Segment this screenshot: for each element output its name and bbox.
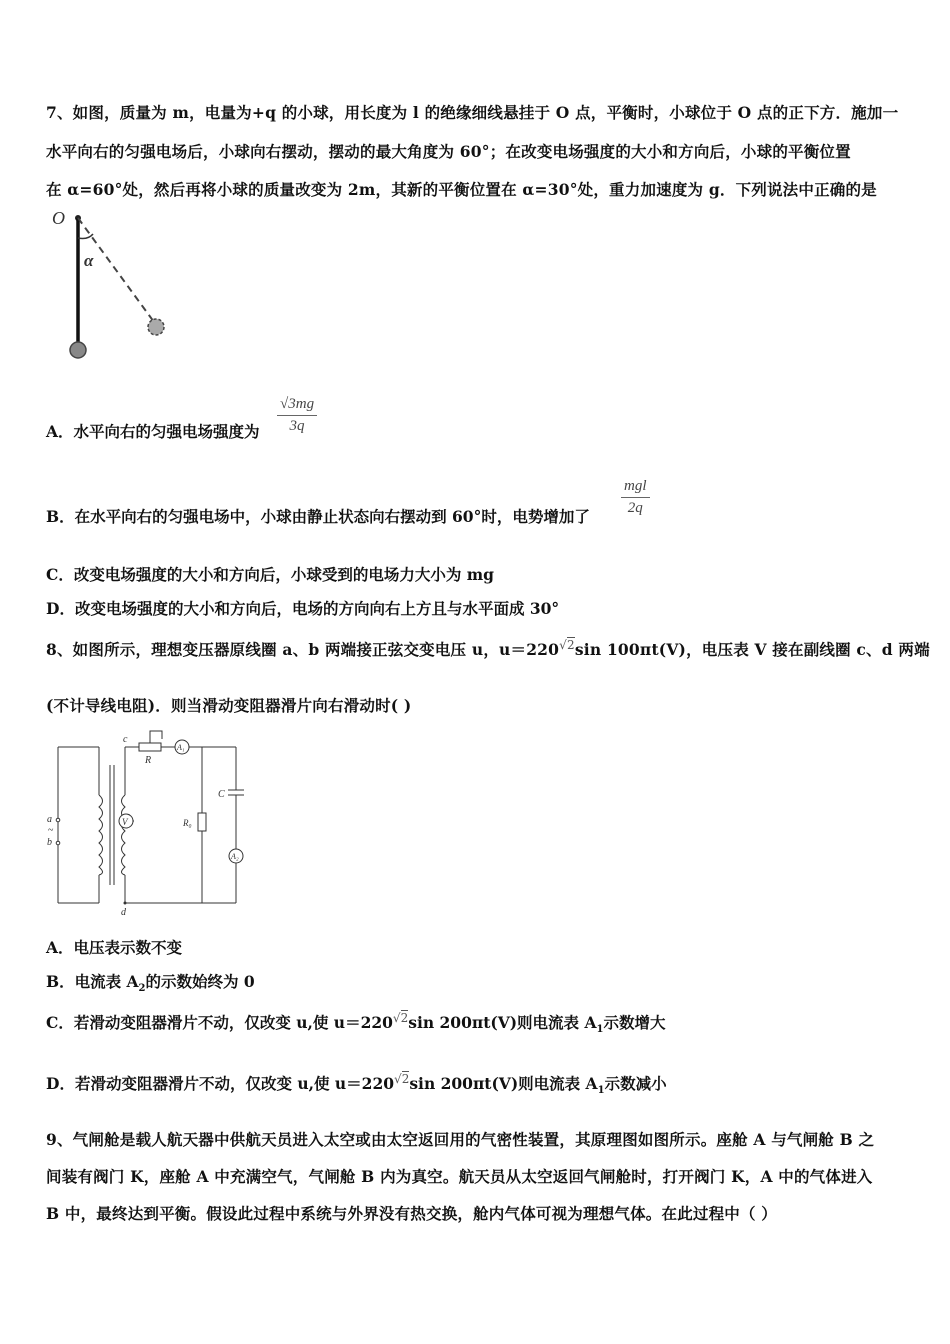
q9-stem-line-3: B 中，最终达到平衡。假设此过程中系统与外界没有热交换，舱内气体可视为理想气体。在此过程中（ ）	[46, 1204, 777, 1223]
ball-rest	[70, 342, 86, 358]
q8-option-a[interactable]: A．电压表示数不变	[46, 938, 183, 957]
label-V: V	[122, 817, 128, 827]
q7-option-d[interactable]: D．改变电场强度的大小和方向后，电场的方向向右上方且与水平面成 30°	[46, 599, 560, 618]
q7-option-a[interactable]: A．水平向右的匀强电场强度为	[46, 422, 260, 441]
label-R: R	[145, 755, 152, 766]
q9-stem-line-2: 间装有阀门 K，座舱 A 中充满空气，气闸舱 B 内为真空。航天员从太空返回气闸舱时，打开阀门 K，A 中的气体进入	[46, 1167, 873, 1186]
q7-stem-line-2: 水平向右的匀强电场后，小球向右摆动，摆动的最大角度为 60°；在改变电场强度的大小和方向后，小球的平衡位置	[46, 142, 851, 161]
q8-option-d[interactable]: D．若滑动变阻器滑片不动，仅改变 u,使 $u=220^{√2}\sin$ 200πt(V)则电流表 $A_1$示数减小	[46, 1072, 667, 1097]
pendulum-figure	[44, 204, 184, 369]
label-alpha: α	[84, 251, 94, 270]
q8-stem-line-1: 8、如图所示，理想变压器原线圈 a、b 两端接正弦交变电压 u，$u=220^{√2}\sin$ 100πt(V)，电压表 V 接在副线圈 c、d 两端	[46, 638, 930, 659]
label-a: a	[47, 814, 52, 825]
q7-option-b[interactable]: B．在水平向右的匀强电场中，小球由静止状态向右摆动到 60°时，电势增加了	[46, 507, 590, 526]
q7-stem-line-1: 7、如图，质量为 m，电量为+q 的小球，用长度为 l 的绝缘细线悬挂于 O 点，平衡时，小球位于 O 点的正下方．施加一	[46, 103, 899, 122]
label-b: b	[47, 837, 52, 848]
ball-displaced	[148, 319, 164, 335]
label-o: O	[52, 208, 65, 228]
q9-stem-line-1: 9、气闸舱是载人航天器中供航天员进入太空或由太空返回用的气密性装置，其原理图如图所示。座舱 A 与气闸舱 B 之	[46, 1130, 875, 1149]
label-c: c	[123, 734, 128, 745]
q7-stem-line-3: 在 α=60°处，然后再将小球的质量改变为 2m，其新的平衡位置在 α=30°处，重力加速度为 g．下列说法中正确的是	[46, 180, 877, 199]
q7-option-a-fraction: √3mg 3q	[277, 396, 317, 435]
label-d: d	[121, 907, 126, 918]
transformer-circuit-figure	[44, 725, 254, 920]
svg-text:~: ~	[48, 825, 54, 836]
label-R0: R₀	[183, 818, 192, 828]
q8-option-b[interactable]: B．电流表 $A_2$的示数始终为 0	[46, 972, 255, 995]
q8-option-c[interactable]: C．若滑动变阻器滑片不动，仅改变 u,使 $u=220^{√2}\sin$ 200πt(V)则电流表 $A_1$示数增大	[46, 1011, 666, 1036]
q8-stem-line-2: (不计导线电阻)．则当滑动变阻器滑片向右滑动时( )	[46, 696, 412, 715]
label-A2: A₂	[231, 852, 239, 861]
q7-option-b-fraction: mgl 2q	[621, 478, 650, 517]
q7-option-c[interactable]: C．改变电场强度的大小和方向后，小球受到的电场力大小为 mg	[46, 565, 494, 584]
label-C: C	[218, 789, 225, 800]
label-A1: A₁	[177, 743, 185, 752]
